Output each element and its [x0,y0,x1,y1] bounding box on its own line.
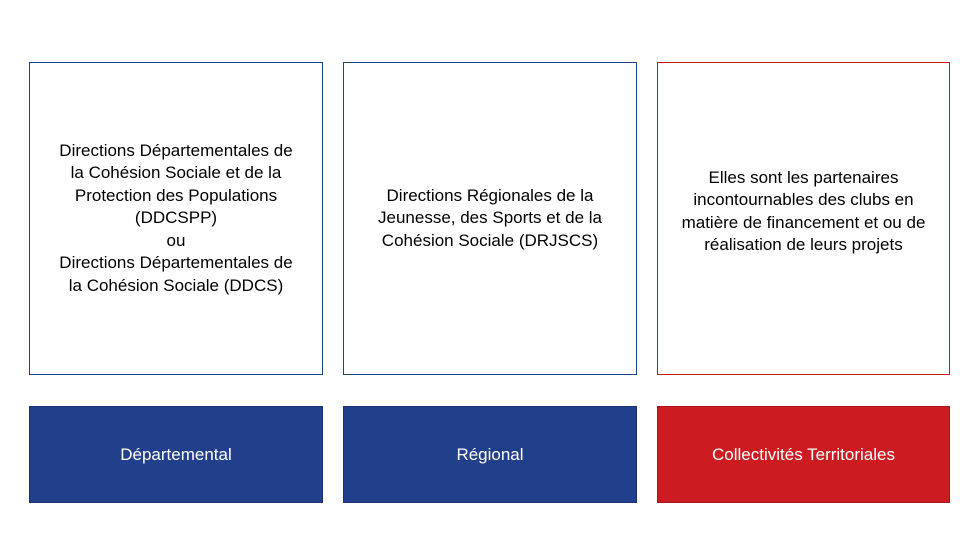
departemental-description [53,140,298,298]
departemental-label: Départemental [120,444,232,464]
regional-label: Régional [456,444,524,464]
description-line: Elles sont les partenaires [708,167,899,187]
description-line: Directions Départementales de [59,140,293,160]
description-line: Directions Régionales de la [386,185,594,205]
collectivites-description [676,167,932,257]
description-line: ou [166,230,186,250]
description-line: matière de financement et ou de [681,212,926,232]
collectivites-label: Collectivités Territoriales [712,444,895,464]
description-line: Protection des Populations [74,185,278,205]
description-line: Directions Départementales de [59,253,293,273]
regional-label-box [343,406,637,503]
description-line: incontournables des clubs en [693,190,914,209]
regional-description-box [343,62,637,375]
collectivites-label-box [657,406,950,503]
regional-description [372,185,608,253]
description-line: Cohésion Sociale (DRJSCS) [381,230,599,250]
description-line: réalisation de leurs projets [704,235,903,254]
description-line: la Cohésion Sociale (DDCS) [68,275,284,295]
description-line: (DDCSPP) [134,208,218,228]
departemental-description-box [29,62,323,375]
collectivites-description-box [657,62,950,375]
description-line: la Cohésion Sociale et de la [70,163,282,183]
description-line: Jeunesse, des Sports et de la [378,208,602,228]
departemental-label-box [29,406,323,503]
